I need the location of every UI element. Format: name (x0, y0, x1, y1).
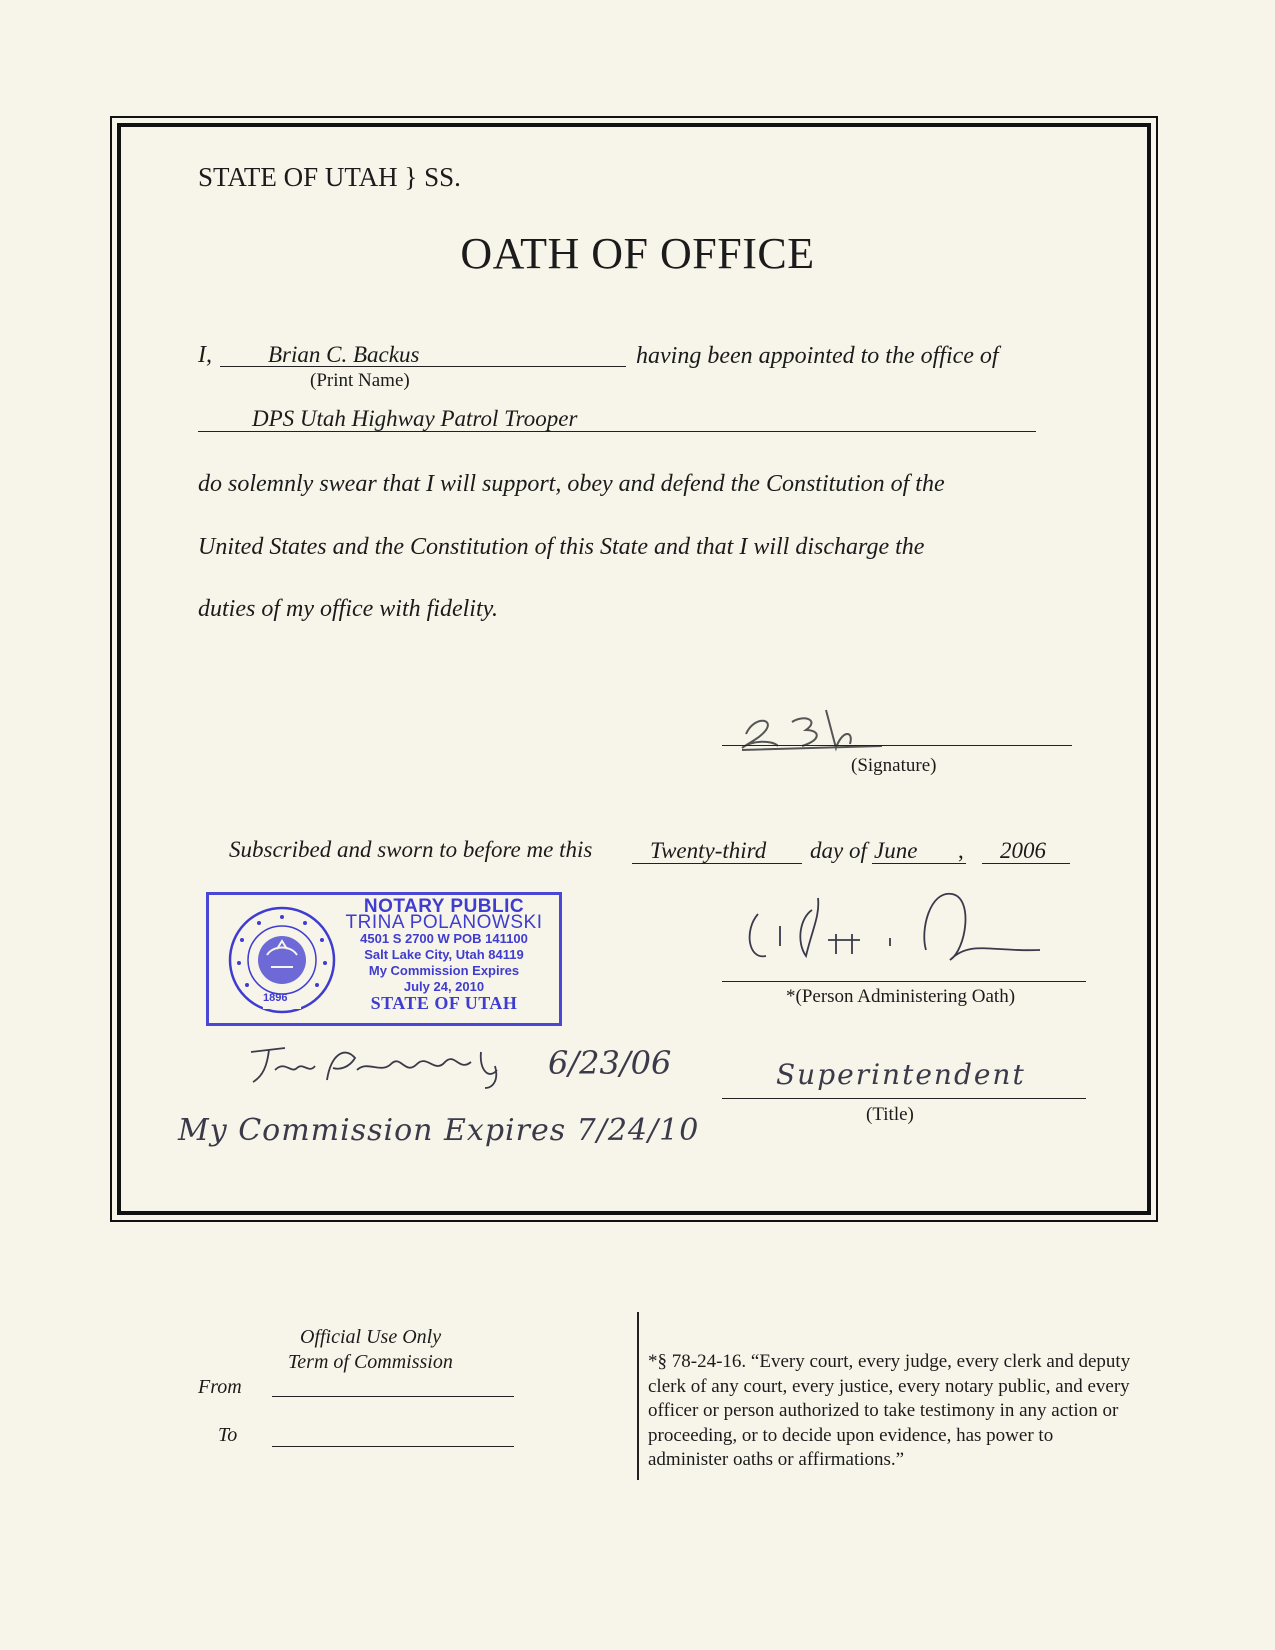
oath-line-1: do solemnly swear that I will support, obey and defend the Constitution of the (198, 471, 945, 497)
from-label: From (198, 1376, 242, 1398)
day-of-label: day of (810, 838, 867, 863)
seal-year: 1896 (263, 992, 288, 1004)
signature-line (722, 745, 1072, 746)
notary-commission-note: My Commission Expires 7/24/10 (178, 1113, 700, 1148)
stamp-title: NOTARY PUBLIC (363, 896, 525, 917)
official-use-heading: Official Use Only (300, 1326, 442, 1348)
month-comma: , (958, 838, 964, 863)
month-field: June (874, 838, 918, 863)
signature-label: (Signature) (851, 755, 937, 776)
page-title: OATH OF OFFICE (460, 229, 815, 278)
stamp-name: TRINA POLANOWSKI (345, 912, 543, 933)
administering-line (722, 981, 1086, 982)
title-handwritten: Superintendent (776, 1058, 1026, 1091)
subscribed-prefix: Subscribed and sworn to before me this (229, 837, 593, 862)
title-line (722, 1098, 1086, 1099)
term-of-commission-heading: Term of Commission (288, 1351, 453, 1373)
oath-line-3: duties of my office with fidelity. (198, 596, 498, 622)
administering-label: *(Person Administering Oath) (786, 986, 1016, 1007)
notary-signature (245, 1040, 535, 1090)
name-field: Brian C. Backus (268, 342, 420, 367)
year-field: 2006 (1000, 838, 1046, 863)
appointed-text: having been appointed to the office of (636, 343, 999, 369)
from-line (272, 1396, 514, 1397)
stamp-city: Salt Lake City, Utah 84119 (364, 947, 524, 962)
stamp-state: STATE OF UTAH (370, 993, 518, 1013)
notary-date: 6/23/06 (548, 1044, 672, 1082)
stamp-commission: My Commission Expires (368, 963, 520, 978)
oath-i-prefix: I, (198, 342, 212, 368)
title-label: (Title) (866, 1104, 914, 1125)
oath-line-2: United States and the Constitution of this State and that I will discharge the (198, 534, 925, 560)
to-label: To (218, 1424, 238, 1446)
print-name-label: (Print Name) (310, 370, 410, 391)
notary-stamp (206, 892, 562, 1026)
to-line (272, 1446, 514, 1447)
state-ss-heading: STATE OF UTAH } SS. (198, 162, 461, 192)
stamp-text-block (329, 896, 559, 1013)
statute-text: *§ 78-24-16. “Every court, every judge, every clerk and deputy clerk of any court, every justice, every notary public, and every officer or person authorized to take testimony in any action or proceeding, or to decide upon evidence, has power to administer oaths or affirmations.” (648, 1351, 1131, 1470)
day-field: Twenty-third (650, 838, 767, 863)
signature-mark (732, 700, 892, 760)
stamp-address: 4501 S 2700 W POB 141100 (360, 931, 528, 946)
administering-signature (740, 890, 1080, 980)
office-field: DPS Utah Highway Patrol Trooper (252, 406, 578, 431)
section-divider (637, 1312, 639, 1480)
stamp-expires: July 24, 2010 (403, 979, 485, 994)
